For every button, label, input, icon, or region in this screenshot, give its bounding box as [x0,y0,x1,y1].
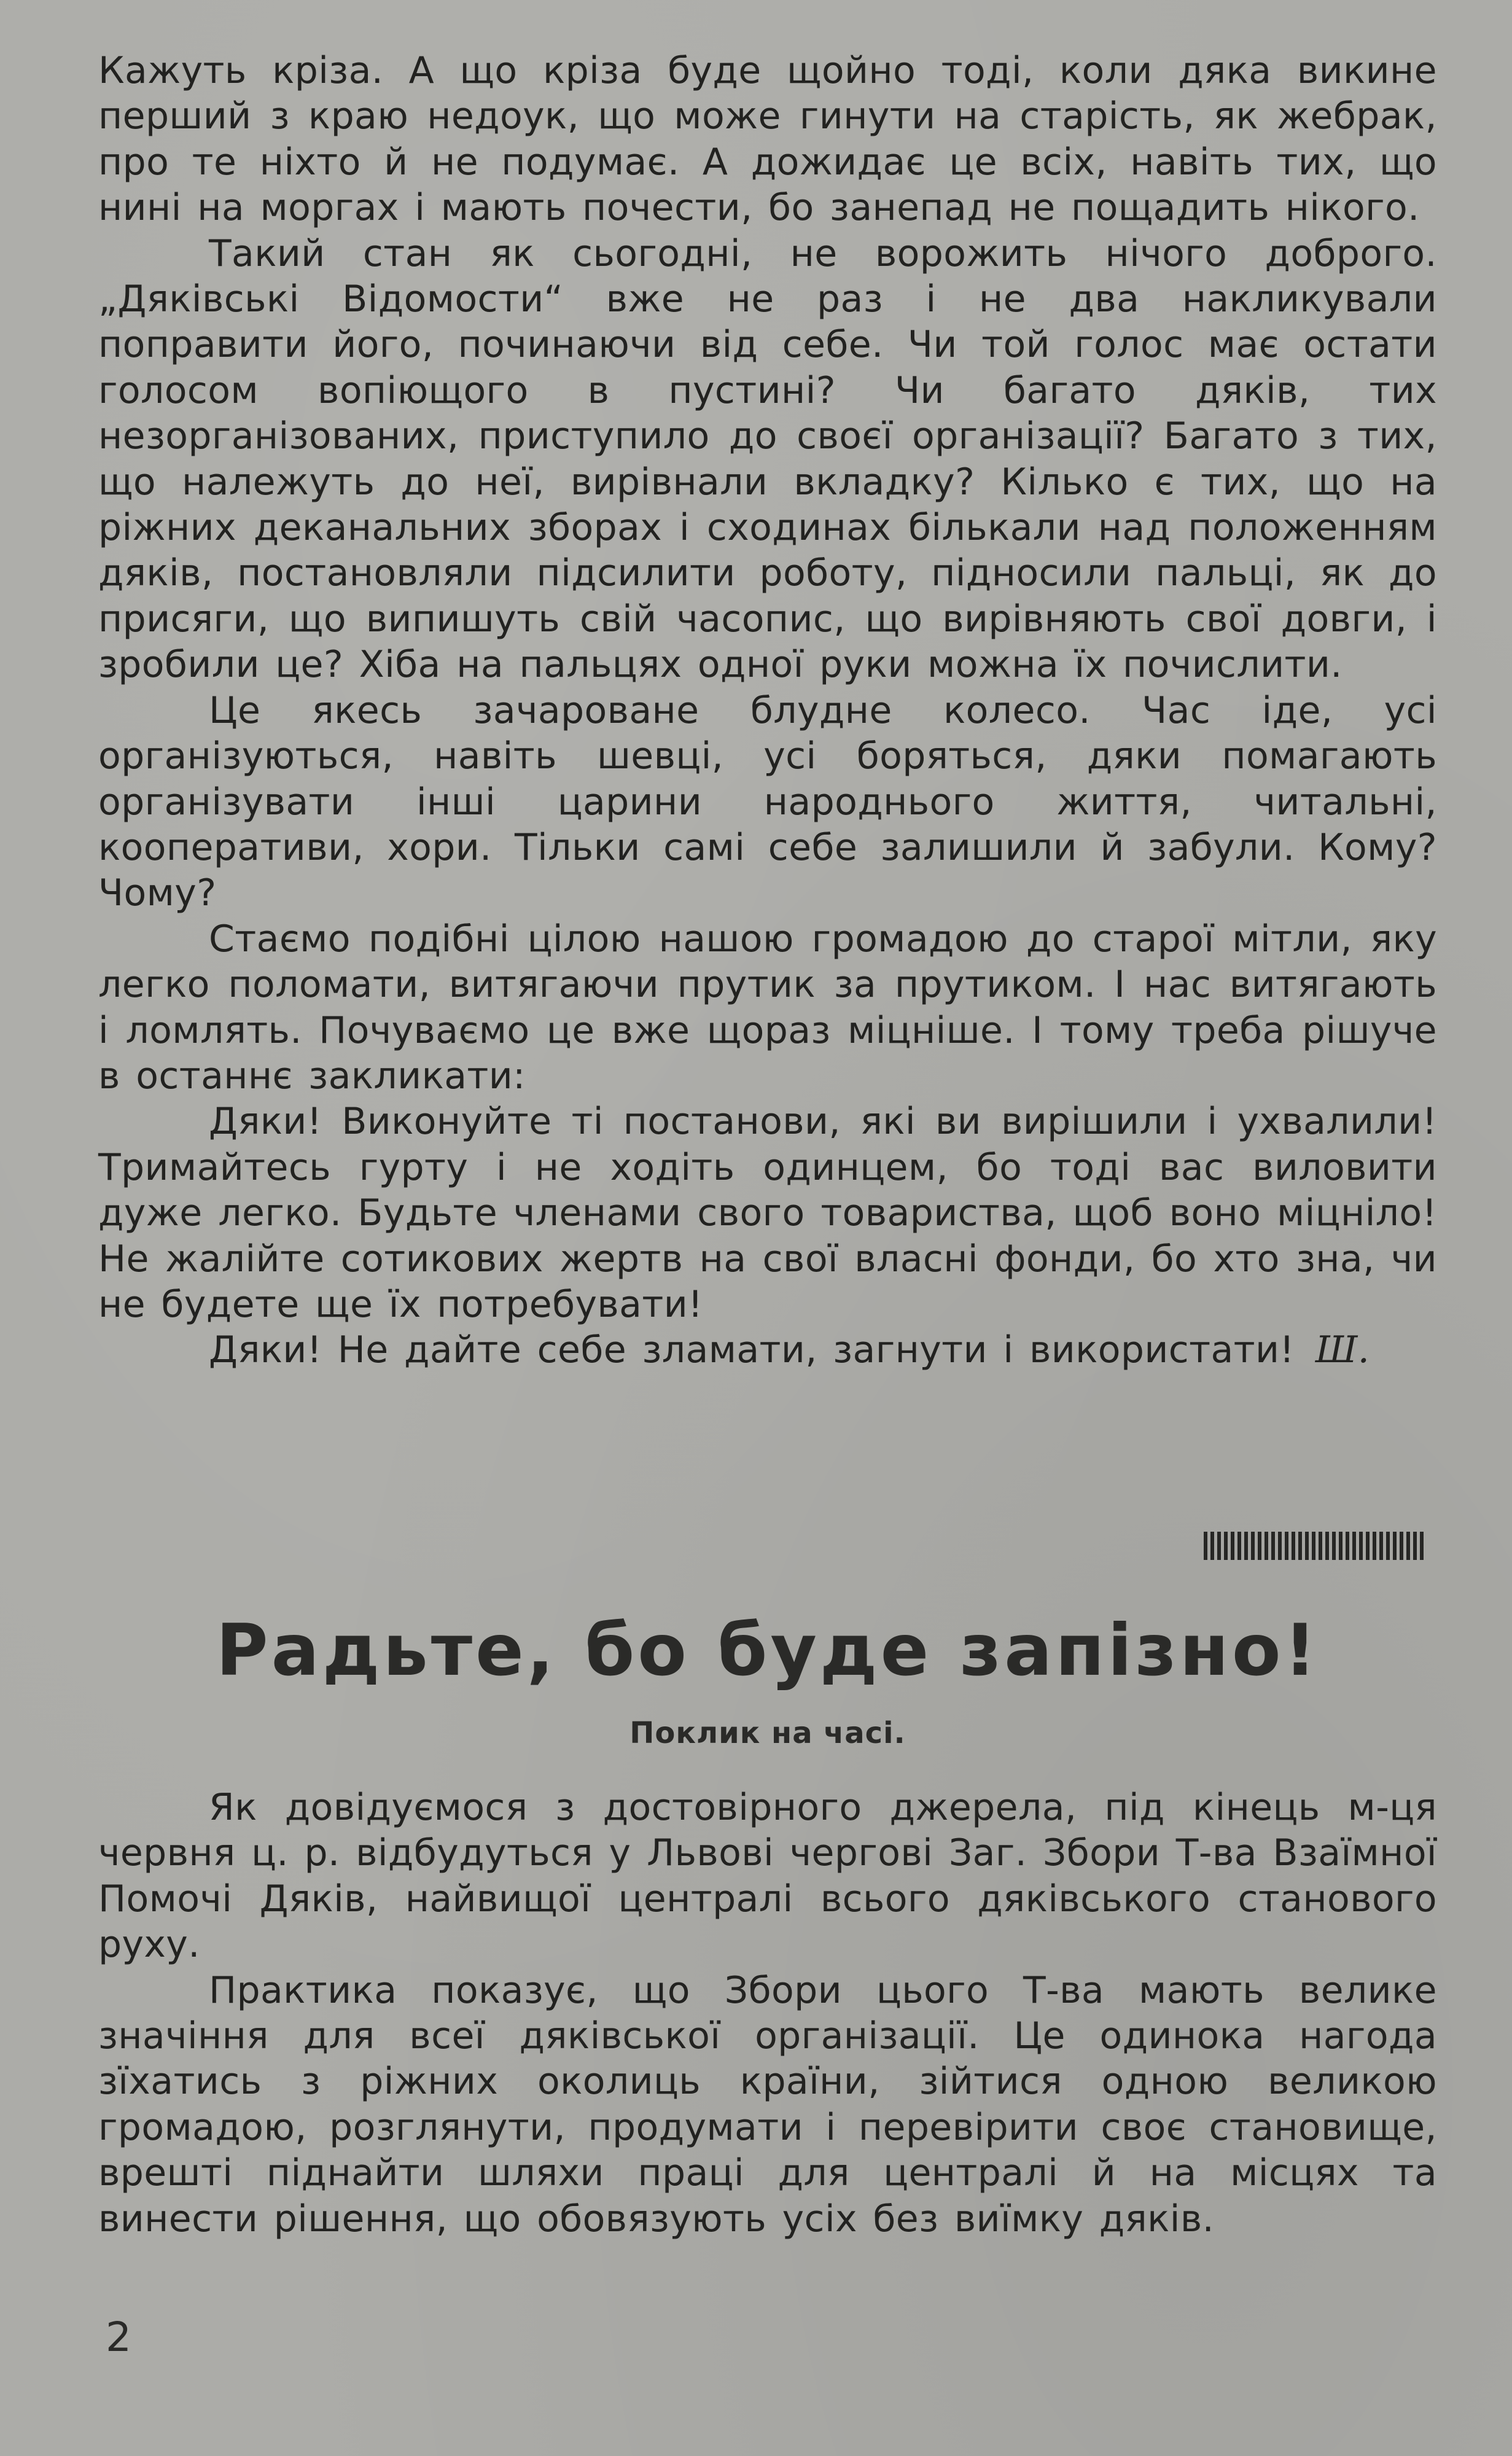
paragraph: Кажуть кріза. А що кріза буде щойно тоді, коли дяка викине перший з краю недоук, що може гинути на старість, як жебрак, про те ніхто й не подумає. А дожидає це всіх, навіть тих, що нині на моргах і мають почести, бо занепад не пощадить нікого. [98,49,1437,230]
article-top [98,48,1437,1373]
closing-text: Дяки! Не дайте себе зламати, загнути і використати! [209,1328,1295,1372]
paragraph: Такий стан як сьогодні, не ворожить нічого доброго. „Дяківські Відомости“ вже не раз і не два накликували поправити його, починаючи від себе. Чи той голос має остати голосом вопіющого в пустині? Чи багато дяків, тих незорганізованих, приступило до своєї організації? Багато з тих, що належуть до неї, вирівнали вкладку? Кілько є тих, що на ріжних деканальних зборах і сходинах бількали над положенням дяків, постановляли підсилити роботу, підносили пальці, як до присяги, що випишуть свій часопис, що вирівняють свої довги, і зробили це? Хіба на пальцях одної руки можна їх почислити. [98,232,1437,687]
section-divider [1204,1532,1425,1560]
author-signature: Ш. [1315,1328,1370,1372]
article-subheadline: Поклик на часі. [629,1716,906,1750]
paragraph: Дяки! Виконуйте ті постанови, які ви вирішили і ухвалили! Тримайтесь гурту і не ходіть одинцем, бо тоді вас виловити дуже легко. Будьте членами свого товариства, щоб воно міцніло! Не жалійте сотикових жертв на свої власні фонди, бо хто зна, чи не будете ще їх потребувати! [98,1100,1437,1326]
page-number: 2 [106,2314,131,2361]
paragraph: Це якесь зачароване блудне колесо. Час іде, усі організуються, навіть шевці, усі боряться, дяки помагають організувати інші царини народнього життя, читальні, кооперативи, хори. Тільки самі себе залишили й забули. Кому? Чому? [98,688,1437,915]
paragraph: Стаємо подібні цілою нашою громадою до старої мітли, яку легко поломати, витягаючи прутик за прутиком. І нас витягають і ломлять. Почуваємо це вже щораз міцніше. І тому треба рішуче в останнє закликати: [98,917,1437,1097]
paragraph: Як довідуємося з достовірного джерела, під кінець м-ця червня ц. р. відбудуться у Львові чергові Заг. Збори Т-ва Взаїмної Помочі Дяків, найвищої централі всього дяківського станового руху. [98,1786,1437,1967]
closing-line [98,1327,1437,1373]
article-bottom [98,1785,1437,2242]
paragraph: Практика показує, що Збори цього Т-ва мають велике значіння для всеї дяківської організації. Це одинока нагода зїхатись з ріжних околиць країни, зійтися одною великою громадою, розглянути, продумати і перевірити своє становище, врешті піднайти шляхи праці для централі й на місцях та винести рішення, що обовязують усіх без виїмку дяків. [98,1968,1437,2240]
article-headline: Радьте, бо буде запізно! [216,1609,1320,1692]
